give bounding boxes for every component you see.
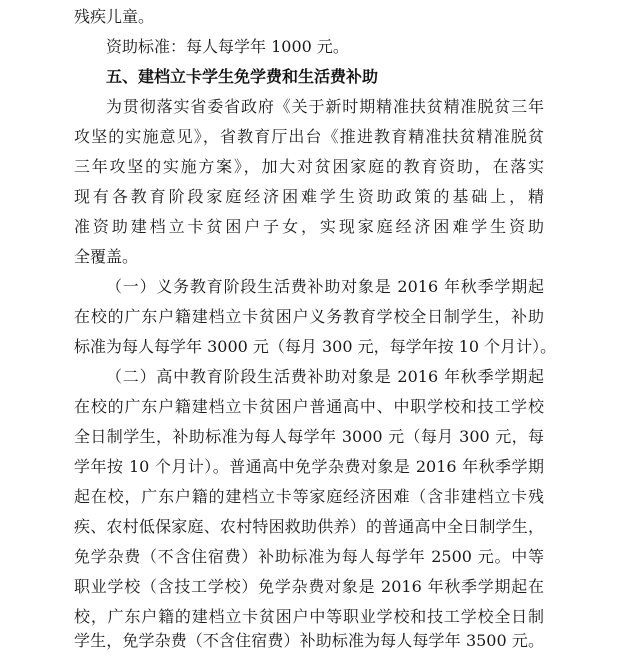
paragraph-line-continuation: 残疾儿童。 — [74, 7, 155, 26]
paragraph-line: 三年攻坚的实施方案》，加大对贫困家庭的教育资助，在落实 — [74, 157, 544, 176]
paragraph-line: 免学杂费（不含住宿费）补助标准为每人每学年 2500 元。中等 — [74, 547, 544, 566]
paragraph-line: 学生，免学杂费（不含住宿费）补助标准为每人每学年 3500 元。 — [74, 631, 544, 650]
paragraph-line: 攻坚的实施意见》，省教育厅出台《推进教育精准扶贫精准脱贫 — [74, 127, 544, 146]
paragraph-line: 在校的广东户籍建档立卡贫困户普通高中、中职学校和技工学校 — [74, 397, 544, 416]
paragraph-line: 全日制学生，补助标准为每人每学年 3000 元（每月 300 元，每 — [74, 427, 544, 446]
subsidy-standard-line: 资助标准：每人每学年 1000 元。 — [106, 37, 349, 56]
paragraph-line: 准资助建档立卡贫困户子女，实现家庭经济困难学生资助 — [74, 217, 544, 236]
paragraph-line: （二）高中教育阶段生活费补助对象是 2016 年秋季学期起 — [106, 367, 544, 386]
paragraph-line: 为贯彻落实省委省政府《关于新时期精准扶贫精准脱贫三年 — [106, 97, 544, 116]
paragraph-line: （一）义务教育阶段生活费补助对象是 2016 年秋季学期起 — [106, 277, 544, 296]
paragraph-line: 现有各教育阶段家庭经济困难学生资助政策的基础上，精 — [74, 187, 544, 206]
paragraph-line: 起在校，广东户籍的建档立卡等家庭经济困难（含非建档立卡残 — [74, 487, 544, 506]
paragraph-line: 标准为每人每学年 3000 元（每月 300 元，每学年按 10 个月计）。 — [74, 337, 557, 356]
paragraph-line: 全覆盖。 — [74, 247, 139, 266]
paragraph-line: 疾、农村低保家庭、农村特困救助供养）的普通高中全日制学生， — [74, 517, 544, 536]
paragraph-line: 学年按 10 个月计）。普通高中免学杂费对象是 2016 年秋季学期 — [74, 457, 544, 476]
section-heading: 五、建档立卡学生免学费和生活费补助 — [106, 67, 379, 86]
paragraph-line: 职业学校（含技工学校）免学杂费对象是 2016 年秋季学期起在 — [74, 577, 544, 596]
paragraph-line: 在校的广东户籍建档立卡贫困户义务教育学校全日制学生，补助 — [74, 307, 544, 326]
paragraph-line: 校，广东户籍的建档立卡贫困户中等职业学校和技工学校全日制 — [74, 607, 544, 626]
